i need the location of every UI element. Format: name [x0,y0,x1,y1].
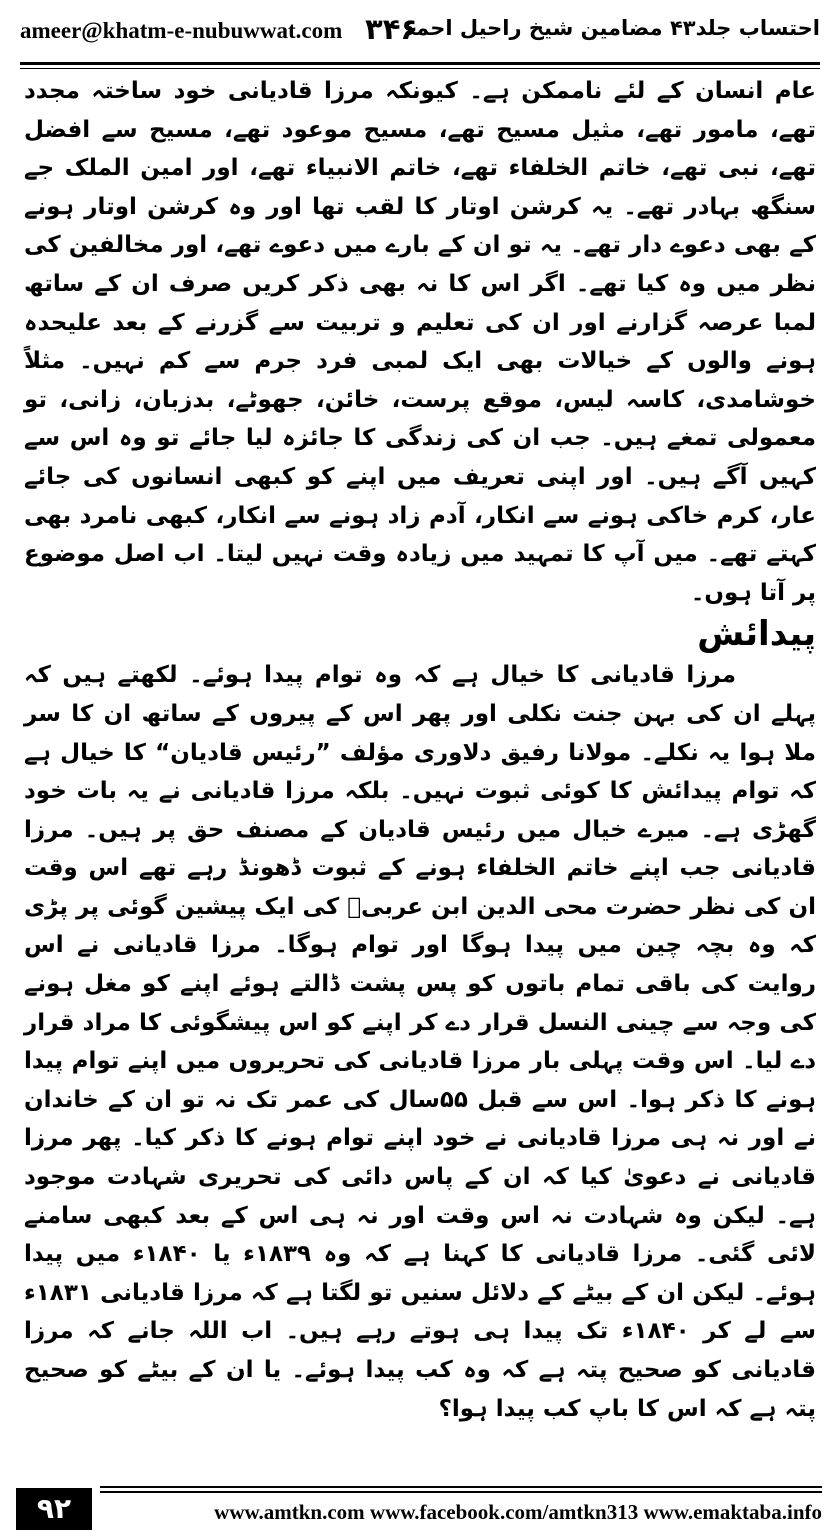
footer-divider-second [100,1491,822,1493]
footer-websites[interactable]: www.amtkn.com www.facebook.com/amtkn313 www.emaktaba.info [214,1500,822,1524]
header-book-title: احتساب جلد۴۳ مضامین شیخ راحیل احمد [404,16,820,40]
header-email[interactable]: ameer@khatm-e-nubuwwat.com [20,18,343,43]
paragraph: مرزا قادیانی کا خیال ہے کہ وہ توام پیدا ہوئے۔ لکھتے ہیں کہ پہلے ان کی بہن جنت نکلی اور پھر اس کے پیروں کے ساتھ ان کا سر ملا ہوا یہ نکلے۔ مولانا رفیق دلاوری مؤلف ”رئیس قادیان“ کا خیال ہے کہ توام پیدائش کا کوئی ثبوت نہیں۔ بلکہ مرزا قادیانی نے یہ بات خود گھڑی ہے۔ میرے خیال میں رئیس قادیان کے مصنف حق پر ہیں۔ مرزا قادیانی جب اپنے خاتم الخلفاء ہونے کے ثبوت ڈھونڈ رہے تھے اس وقت ان کی نظر حضرت محی الدین ابن عربیؒ کی ایک پیشین گوئی پر پڑی کہ وہ بچہ چین میں پیدا ہوگا اور توام ہوگا۔ مرزا قادیانی نے اس روایت کی باقی تمام باتوں کو پس پشت ڈالتے ہوئے اپنے کو مغل ہونے کی وجہ سے چینی النسل قرار دے کر اپنے کو اس پیشگوئی کا مراد قرار دے لیا۔ اس وقت پہلی بار مرزا قادیانی کی تحریروں میں اپنے توام پیدا ہونے کا ذکر ہوا۔ اس سے قبل ۵۵سال کی عمر تک نہ تو ان کے خاندان نے اور نہ ہی مرزا قادیانی نے خود اپنے توام ہونے کا ذکر کیا۔ پھر مرزا قادیانی نے دعویٰ کیا کہ ان کے پاس دائی کی تحریری شہادت موجود ہے۔ لیکن وہ شہادت نہ اس وقت اور نہ ہی اس کے بعد کبھی سامنے لائی گئی۔ مرزا قادیانی کا کہنا ہے کہ وہ ۱۸۳۹ء یا ۱۸۴۰ء میں پیدا ہوئے۔ لیکن ان کے بیٹے کے دلائل سنیں تو لگتا ہے کہ مرزا قادیانی ۱۸۳۱ء سے لے کر ۱۸۴۰ء تک پیدا ہی ہوتے رہے ہیں۔ اب اللہ جانے کہ مرزا قادیانی کو صحیح پتہ ہے کہ وہ کب پیدا ہوئے۔ یا ان کے بیٹے کو صحیح پتہ ہے کہ اس کا باپ کب پیدا ہوا؟ [24,662,816,1422]
page-header [20,14,820,60]
header-page-number: ۳۴۶ [365,12,419,46]
section-heading: پیدائش [697,614,816,655]
article-body [24,72,816,1428]
paragraph: عام انسان کے لئے ناممکن ہے۔ کیونکہ مرزا قادیانی خود ساختہ مجدد تھے، مامور تھے، مثیل مسیح تھے، مسیح موعود تھے، مسیح سے افضل تھے، نبی تھے، خاتم الخلفاء تھے، خاتم الانبیاء تھے، اور امین الملک جے سنگھ بہادر تھے۔ یہ کرشن اوتار کا لقب تھا اور وہ کرشن اوتار ہونے کے بھی دعوے دار تھے۔ یہ تو ان کے بارے میں دعوے تھے، اور مخالفین کی نظر میں وہ کیا تھے۔ اگر اس کا نہ بھی ذکر کریں صرف ان کے ساتھ لمبا عرصہ گزارنے اور ان کی تعلیم و تربیت سے گزرنے کے بعد علیحدہ ہونے والوں کے خیالات بھی ایک لمبی فرد جرم سے کم نہیں۔ مثلاً خوشامدی، کاسہ لیس، موقع پرست، خائن، جھوٹے، بدزبان، زانی، تو معمولی تمغے ہیں۔ جب ان کی زندگی کا جائزہ لیا جائے تو وہ اس سے کہیں آگے ہیں۔ اور اپنی تعریف میں اپنے کو کبھی انسانوں کی جائے عار، کرم خاکی ہونے سے انکار، آدم زاد ہونے سے انکار، کبھی نامرد بھی کہتے تھے۔ میں آپ کا تمہید میں زیادہ وقت نہیں لیتا۔ اب اصل موضوع پر آتا ہوں۔ [24,78,816,606]
footer-page-number: ۹۲ [16,1488,92,1530]
header-divider [20,62,820,65]
footer-divider [100,1486,822,1488]
header-divider-thin [20,68,820,69]
